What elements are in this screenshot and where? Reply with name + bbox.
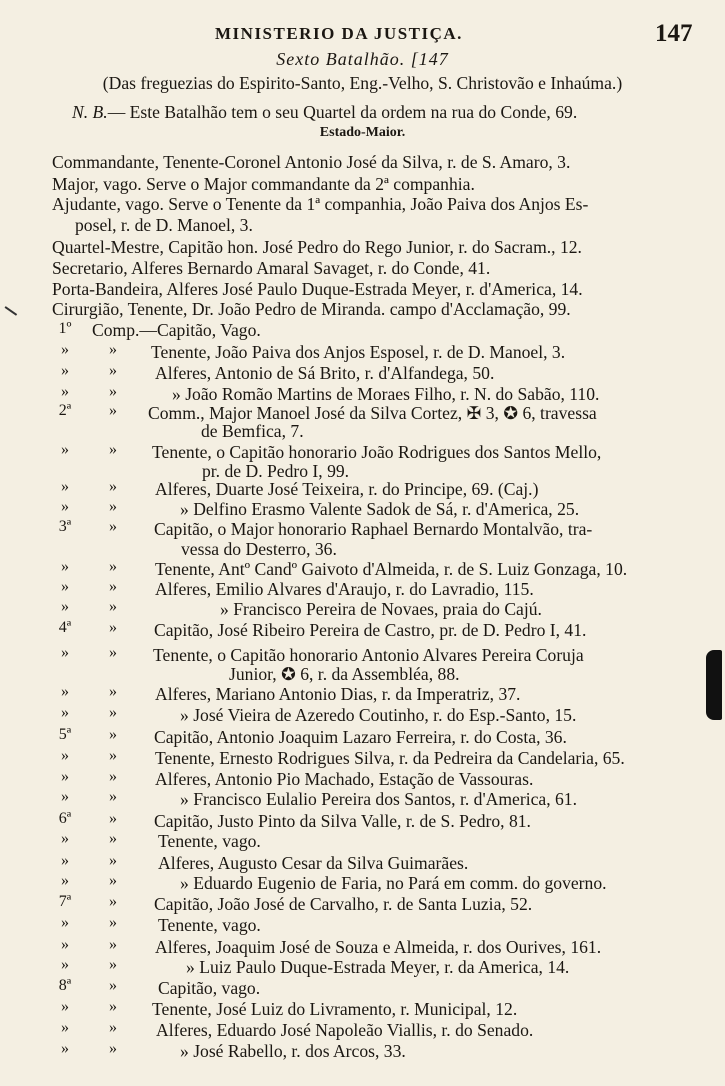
header-title: MINISTERIO DA JUSTIÇA. bbox=[215, 24, 463, 43]
officer-entry: Alferes, Joaquim José de Souza e Almeida, r. dos Ourives, 161. bbox=[155, 937, 602, 957]
company-ditto: » bbox=[109, 893, 117, 910]
company-number: 2ª bbox=[58, 402, 72, 419]
company-ditto: » bbox=[109, 558, 117, 575]
officer-entry-continuation: de Bemfica, 7. bbox=[201, 421, 304, 441]
estado-maior-line: Porta-Bandeira, Alferes José Paulo Duque-Estrada Meyer, r. d'America, 14. bbox=[52, 279, 583, 299]
officer-entry: Tenente, Antº Candº Gaivoto d'Almeida, r. de S. Luiz Gonzaga, 10. bbox=[155, 559, 628, 579]
officer-entry: Tenente, Ernesto Rodrigues Silva, r. da Pedreira da Candelaria, 65. bbox=[155, 748, 625, 768]
company-number: » bbox=[61, 441, 69, 458]
officer-entry: Capitão, João José de Carvalho, r. de Santa Luzia, 52. bbox=[154, 894, 533, 914]
margin-tick bbox=[5, 306, 17, 315]
company-number: » bbox=[61, 704, 69, 721]
company-number: » bbox=[61, 852, 69, 869]
company-number: » bbox=[61, 598, 69, 615]
company-number: 5ª bbox=[58, 726, 72, 743]
company-ditto: » bbox=[109, 578, 117, 595]
officer-entry: Tenente, João Paiva dos Anjos Esposel, r. de D. Manoel, 3. bbox=[151, 342, 566, 362]
company-ditto: » bbox=[109, 619, 117, 636]
officer-entry: Alferes, Augusto Cesar da Silva Guimarães. bbox=[158, 853, 469, 873]
officer-entry: » João Romão Martins de Moraes Filho, r. N. do Sabão, 110. bbox=[172, 384, 600, 404]
company-number: 3ª bbox=[58, 518, 72, 535]
officer-entry: » José Vieira de Azeredo Coutinho, r. do Esp.-Santo, 15. bbox=[180, 705, 577, 725]
company-ditto: » bbox=[109, 788, 117, 805]
company-number: » bbox=[61, 998, 69, 1015]
nota-prefix: N. B. bbox=[72, 102, 108, 122]
company-number: » bbox=[61, 362, 69, 379]
company-ditto: » bbox=[109, 498, 117, 515]
company-number: » bbox=[61, 1040, 69, 1057]
company-number: » bbox=[61, 788, 69, 805]
officer-entry: » José Rabello, r. dos Arcos, 33. bbox=[180, 1041, 406, 1061]
company-number: » bbox=[61, 956, 69, 973]
officer-entry: Capitão, o Major honorario Raphael Bernardo Montalvão, tra- bbox=[154, 519, 593, 539]
freguezias-line: (Das freguezias do Espirito-Santo, Eng.-Velho, S. Christovão e Inhaúma.) bbox=[102, 73, 623, 93]
estado-maior-line: Cirurgião, Tenente, Dr. João Pedro de Miranda. campo d'Acclamação, 99. bbox=[52, 299, 571, 319]
officer-entry: Capitão, Antonio Joaquim Lazaro Ferreira, r. do Costa, 36. bbox=[154, 727, 567, 747]
company-ditto: » bbox=[109, 402, 117, 419]
company-number: 1º bbox=[58, 320, 72, 337]
company-ditto: » bbox=[109, 747, 117, 764]
company-ditto: » bbox=[109, 518, 117, 535]
company-number: » bbox=[61, 830, 69, 847]
officer-entry: » Francisco Pereira de Novaes, praia do Cajú. bbox=[220, 599, 542, 619]
company-ditto: » bbox=[109, 852, 117, 869]
company-ditto: » bbox=[109, 726, 117, 743]
officer-entry: Capitão, José Ribeiro Pereira de Castro, pr. de D. Pedro I, 41. bbox=[154, 620, 587, 640]
company-ditto: » bbox=[109, 956, 117, 973]
company-ditto: » bbox=[109, 383, 117, 400]
officer-entry: Capitão, vago. bbox=[158, 978, 261, 998]
company-number: » bbox=[61, 578, 69, 595]
page-edge-mark bbox=[706, 650, 722, 720]
company-ditto: » bbox=[109, 936, 117, 953]
company-number: » bbox=[61, 644, 69, 661]
estado-maior-line: posel, r. de D. Manoel, 3. bbox=[75, 215, 253, 235]
officer-entry: » Francisco Eulalio Pereira dos Santos, r. d'America, 61. bbox=[180, 789, 577, 809]
company-number: 8ª bbox=[58, 977, 72, 994]
nota-text: — Este Batalhão tem o seu Quartel da ordem na rua do Conde, 69. bbox=[107, 102, 578, 122]
officer-entry: » Luiz Paulo Duque-Estrada Meyer, r. da America, 14. bbox=[186, 957, 570, 977]
company-ditto: » bbox=[109, 998, 117, 1015]
company-ditto: » bbox=[109, 478, 117, 495]
company-ditto: » bbox=[109, 768, 117, 785]
company-number: » bbox=[61, 341, 69, 358]
company-number: » bbox=[61, 872, 69, 889]
company-ditto: » bbox=[109, 830, 117, 847]
officer-entry-continuation: pr. de D. Pedro I, 99. bbox=[202, 461, 350, 481]
company-number: 6ª bbox=[58, 810, 72, 827]
company-ditto: » bbox=[109, 704, 117, 721]
estado-maior-line: Major, vago. Serve o Major commandante da 2ª companhia. bbox=[52, 174, 475, 194]
officer-entry-continuation: Junior, ✪ 6, r. da Assembléa, 88. bbox=[229, 664, 460, 684]
company-number: 7ª bbox=[58, 893, 72, 910]
officer-entry: Alferes, Eduardo José Napoleão Viallis, r. do Senado. bbox=[156, 1020, 534, 1040]
company-ditto: » bbox=[109, 362, 117, 379]
running-header bbox=[0, 20, 725, 50]
battalion-title: Sexto Batalhão. [147 bbox=[276, 49, 449, 69]
company-ditto: Comp.—Capitão, Vago. bbox=[92, 320, 261, 340]
company-ditto: » bbox=[109, 644, 117, 661]
company-number: » bbox=[61, 914, 69, 931]
company-ditto: » bbox=[109, 441, 117, 458]
company-number: » bbox=[61, 683, 69, 700]
officer-entry: Alferes, Duarte José Teixeira, r. do Principe, 69. (Caj.) bbox=[155, 479, 539, 499]
page-number: 147 bbox=[655, 20, 693, 47]
company-ditto: » bbox=[109, 683, 117, 700]
company-number: » bbox=[61, 478, 69, 495]
officer-entry: Alferes, Mariano Antonio Dias, r. da Imperatriz, 37. bbox=[155, 684, 521, 704]
company-ditto: » bbox=[109, 1019, 117, 1036]
company-ditto: » bbox=[109, 914, 117, 931]
company-ditto: » bbox=[109, 598, 117, 615]
company-number: » bbox=[61, 383, 69, 400]
officer-entry: Tenente, vago. bbox=[158, 915, 261, 935]
company-number: » bbox=[61, 1019, 69, 1036]
company-number: » bbox=[61, 747, 69, 764]
company-ditto: » bbox=[109, 341, 117, 358]
estado-maior-line: Quartel-Mestre, Capitão hon. José Pedro do Rego Junior, r. do Sacram., 12. bbox=[52, 237, 582, 257]
estado-maior-line: Secretario, Alferes Bernardo Amaral Savaget, r. do Conde, 41. bbox=[52, 258, 491, 278]
officer-entry: Alferes, Emilio Alvares d'Araujo, r. do Lavradio, 115. bbox=[155, 579, 534, 599]
nota-bene bbox=[72, 102, 577, 123]
officer-entry: » Eduardo Eugenio de Faria, no Pará em comm. do governo. bbox=[180, 873, 607, 893]
company-number: 4ª bbox=[58, 619, 72, 636]
officer-entry: Alferes, Antonio Pio Machado, Estação de Vassouras. bbox=[155, 769, 534, 789]
estado-maior-heading: Estado-Maior. bbox=[319, 125, 406, 140]
company-ditto: » bbox=[109, 872, 117, 889]
officer-entry: Alferes, Antonio de Sá Brito, r. d'Alfandega, 50. bbox=[155, 363, 495, 383]
company-number: » bbox=[61, 498, 69, 515]
company-number: » bbox=[61, 558, 69, 575]
estado-maior-line: Commandante, Tenente-Coronel Antonio José da Silva, r. de S. Amaro, 3. bbox=[52, 152, 571, 172]
officer-entry: Comm., Major Manoel José da Silva Cortez, ✠ 3, ✪ 6, travessa bbox=[148, 403, 597, 423]
officer-entry: Tenente, o Capitão honorario Antonio Alvares Pereira Coruja bbox=[153, 645, 584, 665]
company-number: » bbox=[61, 768, 69, 785]
company-number: » bbox=[61, 936, 69, 953]
company-ditto: » bbox=[109, 810, 117, 827]
estado-maior-line: Ajudante, vago. Serve o Tenente da 1ª companhia, João Paiva dos Anjos Es- bbox=[52, 194, 589, 214]
company-ditto: » bbox=[109, 977, 117, 994]
officer-entry: » Delfino Erasmo Valente Sadok de Sá, r. d'America, 25. bbox=[180, 499, 580, 519]
officer-entry: Tenente, o Capitão honorario João Rodrigues dos Santos Mello, bbox=[152, 442, 602, 462]
officer-entry: Tenente, José Luiz do Livramento, r. Municipal, 12. bbox=[152, 999, 518, 1019]
officer-entry: Capitão, Justo Pinto da Silva Valle, r. de S. Pedro, 81. bbox=[154, 811, 531, 831]
officer-entry-continuation: vessa do Desterro, 36. bbox=[181, 539, 337, 559]
officer-entry: Tenente, vago. bbox=[158, 831, 261, 851]
company-ditto: » bbox=[109, 1040, 117, 1057]
